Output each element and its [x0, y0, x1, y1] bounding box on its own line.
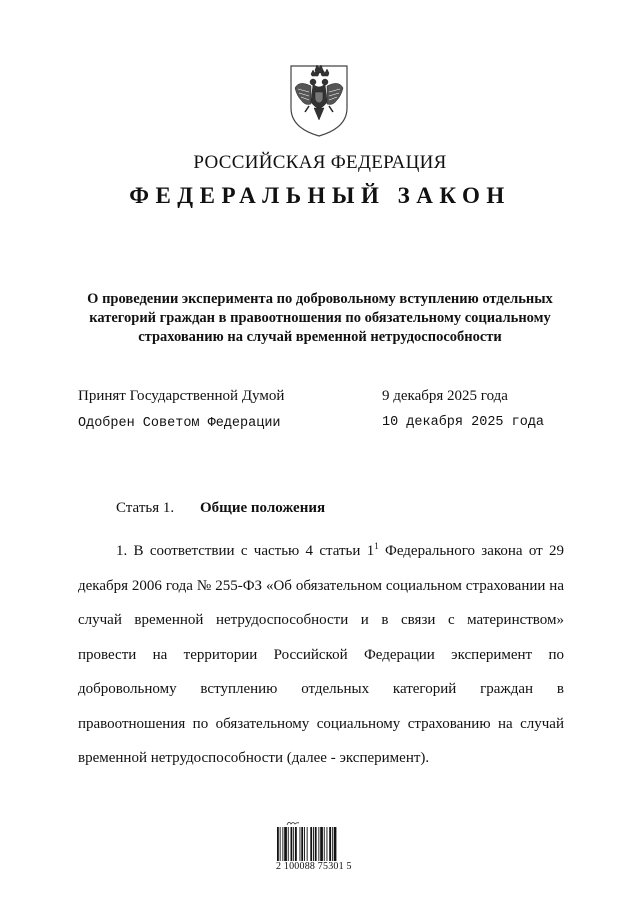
barcode-bar — [284, 827, 287, 861]
barcode-bar — [332, 827, 333, 861]
barcode-bar — [282, 827, 283, 861]
handwritten-mark-icon — [286, 819, 300, 827]
barcode-number: 2 100088 75301 5 — [276, 861, 352, 872]
council-approval-date: 10 декабря 2025 года — [382, 415, 545, 430]
barcode-bar — [288, 827, 289, 861]
barcode-bar — [291, 827, 293, 861]
barcode-bar — [293, 827, 294, 861]
article-name: Общие положения — [200, 500, 326, 516]
barcode-bar — [329, 827, 331, 861]
barcode-bar — [307, 827, 308, 861]
barcode-bar — [313, 827, 314, 861]
barcode-bar — [295, 827, 297, 861]
barcode-bar — [315, 827, 317, 861]
barcode-bar — [310, 827, 312, 861]
barcode-bar — [300, 827, 301, 861]
document-type-heading: ФЕДЕРАЛЬНЫЙ ЗАКОН — [129, 183, 511, 208]
barcode-bar — [301, 827, 303, 861]
law-title — [70, 290, 570, 347]
barcode-bar — [327, 827, 328, 861]
article-heading — [116, 500, 325, 517]
paragraph-superscript: 1 — [374, 541, 379, 551]
duma-adoption-date: 9 декабря 2025 года — [382, 388, 508, 404]
law-title-line: страхованию на случай временной нетрудоспособности — [138, 329, 502, 345]
duma-adoption-label: Принят Государственной Думой — [78, 388, 285, 404]
article-paragraph — [78, 534, 564, 776]
council-approval-label: Одобрен Советом Федерации — [78, 416, 281, 431]
paragraph-text: 1. В соответствии с частью 4 статьи 1 — [116, 543, 375, 559]
paragraph-text: Федерального закона от 29 декабря 2006 года № 255-ФЗ «Об обязательном социальном страховании на случай временной нетрудоспособности и в связи с материнством» провести на территории Российской Федерации эксперимент по добровольному вступлению отдельных категорий граждан в правоотношения по обязательному социальному страхованию на случай временной нетрудоспособности (далее - эксперимент). — [78, 543, 564, 766]
law-title-line: категорий граждан в правоотношения по обязательному социальному — [89, 310, 551, 326]
barcode-bar — [324, 827, 325, 861]
country-heading: РОССИЙСКАЯ ФЕДЕРАЦИЯ — [193, 152, 447, 173]
barcode-bar — [304, 827, 305, 861]
barcode-bar — [318, 827, 319, 861]
law-title-line: О проведении эксперимента по добровольному вступлению отдельных — [87, 291, 553, 307]
barcode-bar — [280, 827, 281, 861]
barcode-bar — [277, 827, 279, 861]
barcode-bar — [334, 827, 337, 861]
article-number: Статья 1. — [116, 500, 175, 516]
barcode-icon — [276, 827, 360, 861]
barcode-bar — [320, 827, 323, 861]
russian-coat-of-arms-icon — [287, 62, 351, 138]
